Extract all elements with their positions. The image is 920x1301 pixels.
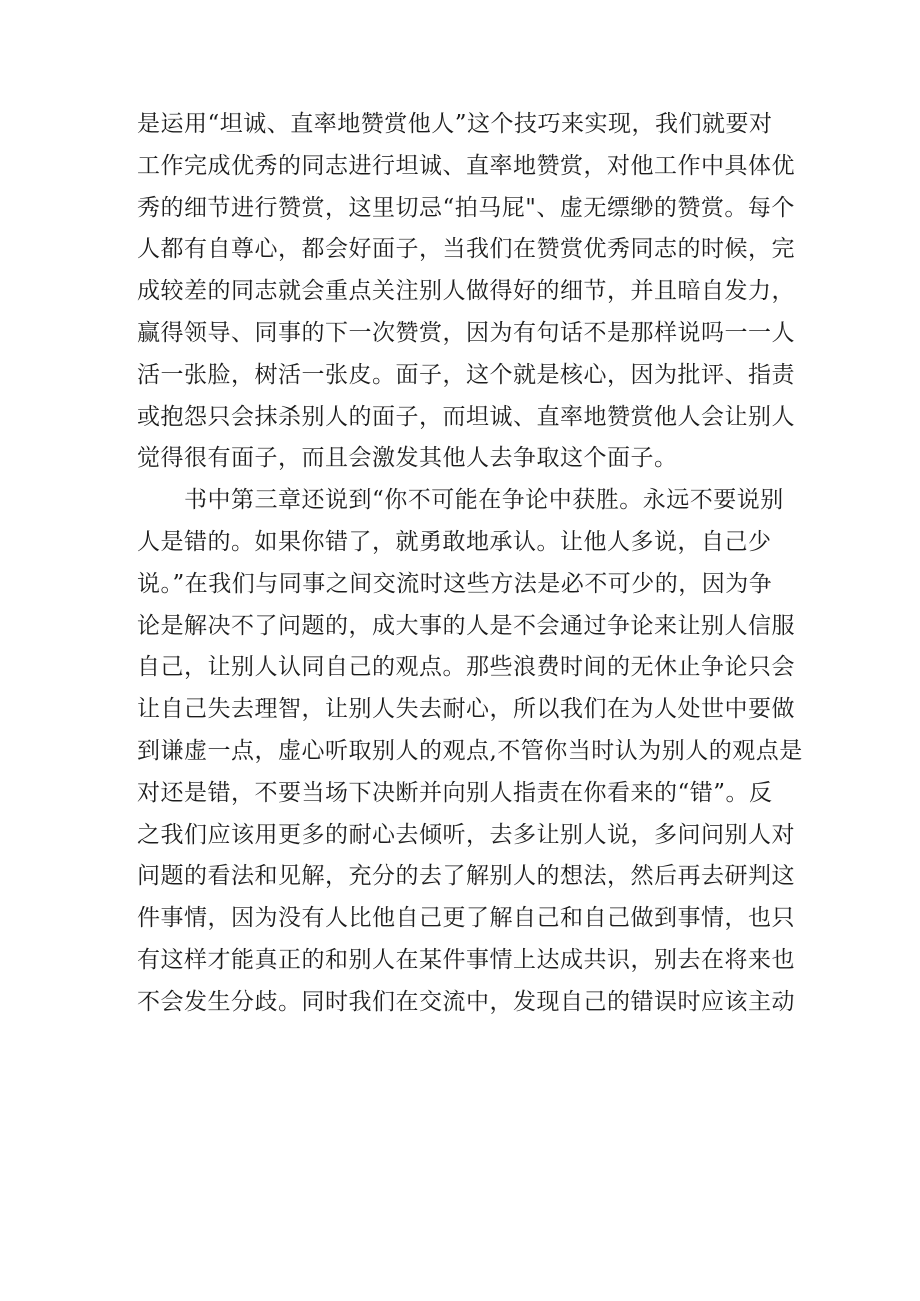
text-line: 之我们应该用更多的耐心去倾听，去多让别人说，多问问别人对 xyxy=(137,821,795,848)
text-line: 说。”在我们与同事之间交流时这些方法是必不可少的，因为争 xyxy=(137,570,773,597)
text-line: 或抱怨只会抹杀别人的面子，而坦诚、直率地赞赏他人会让别人 xyxy=(137,403,795,430)
text-line: 成较差的同志就会重点关注别人做得好的细节，并且暗自发力， xyxy=(137,278,795,305)
text-line: 工作完成优秀的同志进行坦诚、直率地赞赏，对他工作中具体优 xyxy=(137,152,795,179)
text-line: 人都有自尊心，都会好面子，当我们在赞赏优秀同志的时候，完 xyxy=(137,236,795,263)
text-line: 自己，让别人认同自己的观点。那些浪费时间的无休止争论只会 xyxy=(137,654,795,681)
paragraph-2 xyxy=(137,480,803,1023)
text-line: 人是错的。如果你错了，就勇敢地承认。让他人多说，自己少 xyxy=(137,528,772,555)
text-line: 赢得领导、同事的下一次赞赏，因为有句话不是那样说吗一一人 xyxy=(137,319,795,346)
text-line: 觉得很有面子，而且会激发其他人去争取这个面子。 xyxy=(137,445,678,472)
text-line: 有这样才能真正的和别人在某件事情上达成共识，别去在将来也 xyxy=(137,946,795,973)
text-line: 论是解决不了问题的，成大事的人是不会通过争论来让别人信服 xyxy=(137,612,795,639)
text-line: 活一张脸，树活一张皮。面子，这个就是核心，因为批评、指责 xyxy=(137,361,795,388)
text-line: 不会发生分歧。同时我们在交流中，发现自己的错误时应该主动 xyxy=(137,988,795,1015)
text-line: 书中第三章还说到“你不可能在争论中获胜。永远不要说别 xyxy=(137,487,784,514)
text-line: 到谦虚一点，虚心听取别人的观点,不管你当时认为别人的观点是 xyxy=(137,737,803,764)
text-line: 是运用“坦诚、直率地赞赏他人”这个技巧来实现，我们就要对 xyxy=(137,111,773,137)
text-line: 秀的细节进行赞赏，这里切忌“拍马屁"、虚无缥缈的赞赏。每个 xyxy=(137,194,795,221)
text-line: 对还是错，不要当场下决断并向别人指责在你看来的“错”。反 xyxy=(137,779,773,806)
text-line: 件事情，因为没有人比他自己更了解自己和自己做到事情，也只 xyxy=(137,905,795,932)
text-line: 让自己失去理智，让别人失去耐心，所以我们在为人处世中要做 xyxy=(137,696,795,723)
body-text xyxy=(137,104,803,1024)
paragraph-1 xyxy=(137,104,797,480)
text-line: 问题的看法和见解，充分的去了解别人的想法，然后再去研判这 xyxy=(137,863,795,890)
